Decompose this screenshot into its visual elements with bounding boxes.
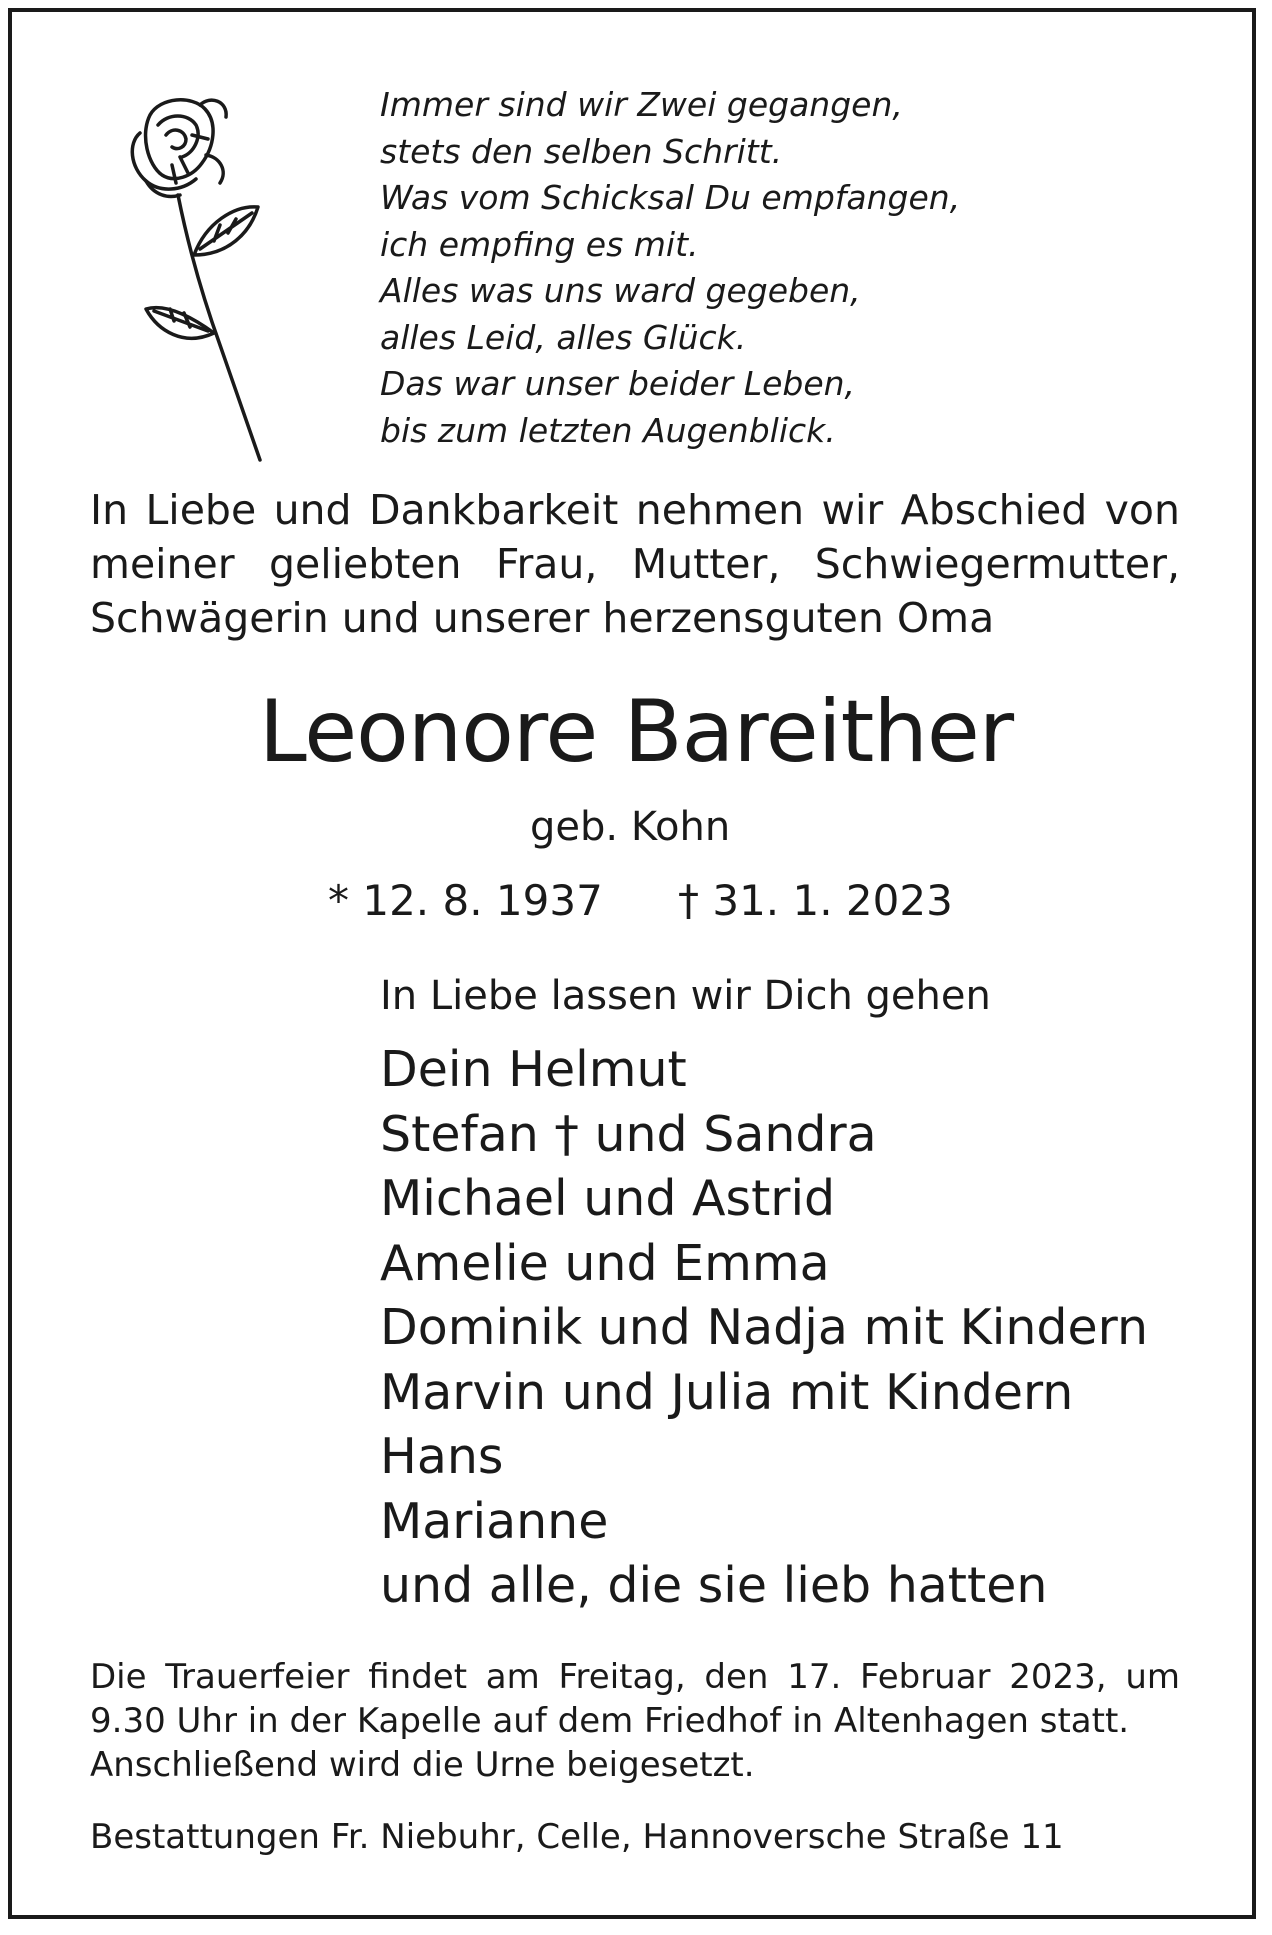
mourner-entry: und alle, die sie lieb hatten [380,1557,1048,1614]
mourner-entry: Marvin und Julia mit Kindern [380,1363,1074,1421]
service-line: Die Trauerfeier findet am Freitag, den 17. Februar 2023, um [90,1657,1180,1697]
poem-line: alles Leid, alles Glück. [380,317,747,357]
poem-line: Was vom Schicksal Du empfangen, [380,178,961,217]
poem-line: ich empfing es mit. [380,224,699,264]
mourner-entry: Dominik und Nadja mit Kindern [380,1299,1148,1356]
mourner-entry: Hans [380,1428,504,1485]
service-info [90,1655,1180,1787]
intro-text [90,483,1180,645]
poem [380,82,1180,454]
intro-line: In Liebe und Dankbarkeit nehmen wir Abschied von [90,486,1180,534]
death-date: † 31. 1. 2023 [678,876,953,925]
poem-line: bis zum letzten Augenblick. [380,410,836,450]
mourner-entry: Michael und Astrid [380,1170,836,1227]
poem-line: Das war unser beider Leben, [380,364,856,403]
mourners-list [380,1038,1148,1619]
mourner-entry: Dein Helmut [380,1041,687,1098]
service-line: Anschließend wird die Urne beigesetzt. [90,1745,755,1785]
service-line: 9.30 Uhr in der Kapelle auf dem Friedhof in Altenhagen statt. [90,1701,1130,1741]
mourner-entry: Amelie und Emma [380,1234,830,1292]
birth-date: * 12. 8. 1937 [328,876,603,925]
deceased-name: Leonore Bareither [258,682,1014,782]
mourner-entry: Stefan † und Sandra [380,1105,877,1163]
rose-icon [110,95,320,465]
intro-line: Schwägerin und unserer herzensguten Oma [90,594,995,642]
poem-line: Immer sind wir Zwei gegangen, [380,85,903,124]
intro-line: meiner geliebten Frau, Mutter, Schwiegermutter, [90,540,1180,588]
maiden-name: geb. Kohn [530,804,731,850]
mourner-entry: Marianne [380,1492,609,1550]
poem-line: Alles was uns ward gegeben, [380,271,861,310]
undertaker-info: Bestattungen Fr. Niebuhr, Celle, Hannoversche Straße 11 [90,1817,1064,1857]
farewell-line: In Liebe lassen wir Dich gehen [380,973,991,1019]
poem-line: stets den selben Schritt. [380,131,783,171]
